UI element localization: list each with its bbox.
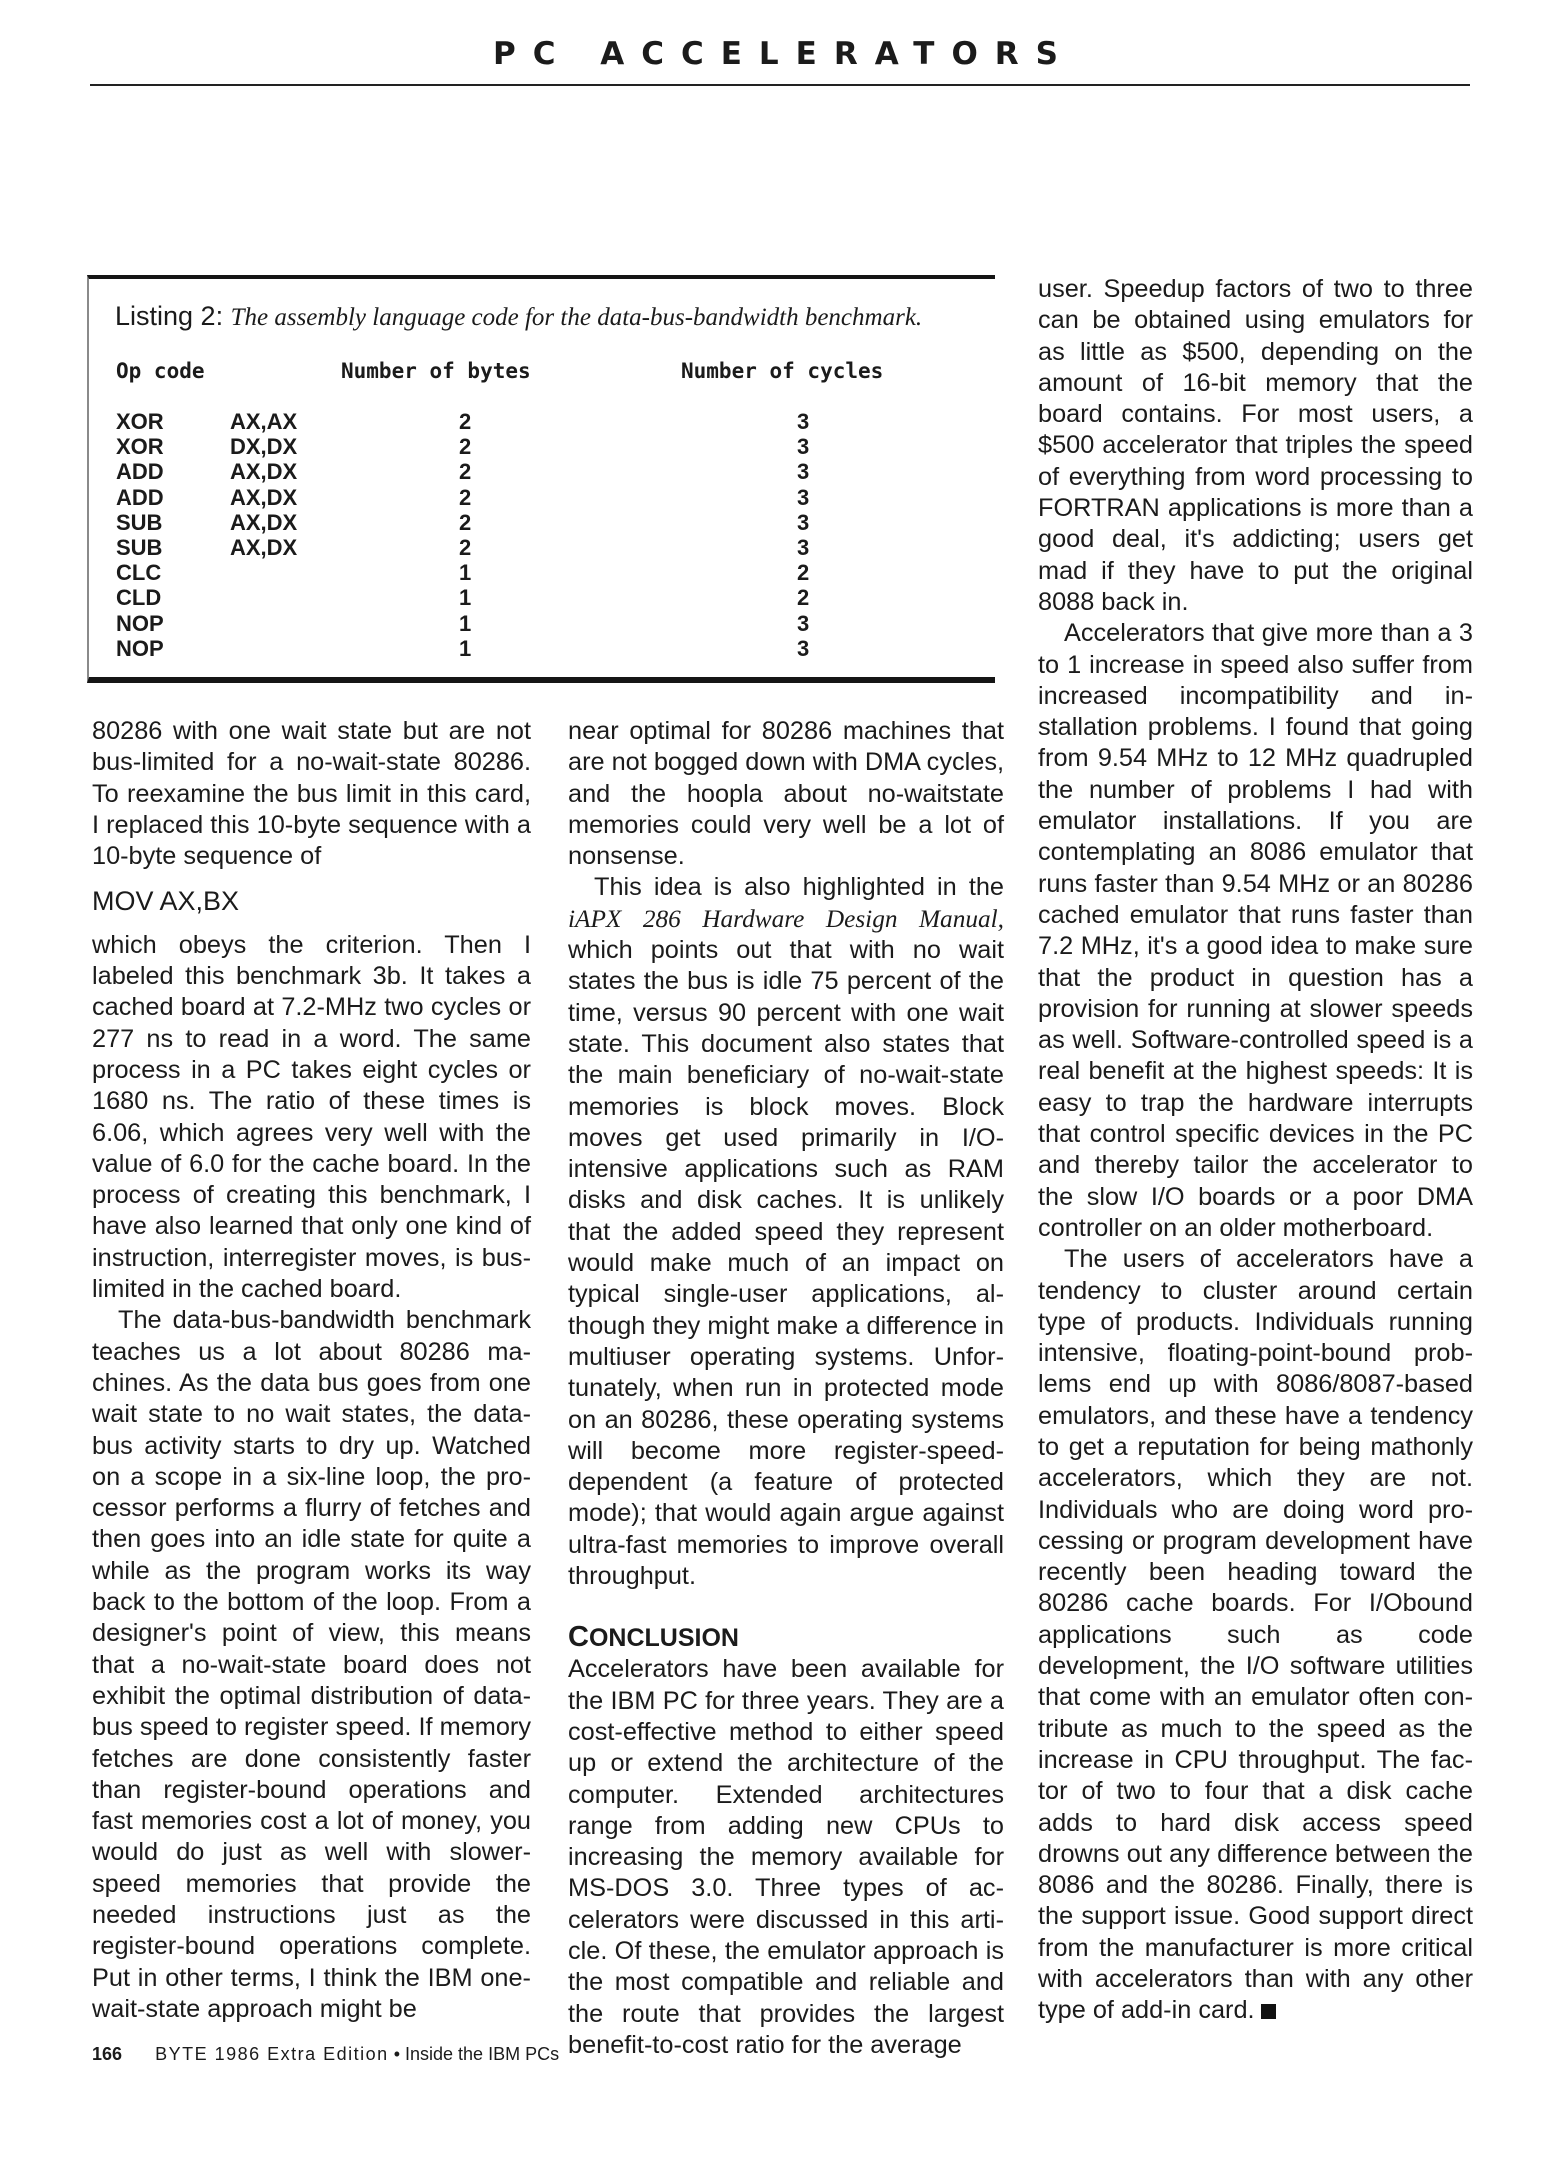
listing-row — [89, 585, 995, 610]
col2-paragraph-2-start: This idea is also highlighted in the — [594, 873, 1004, 902]
listing-op: SUB — [116, 509, 163, 535]
listing-caption — [115, 301, 922, 332]
listing-op: NOP — [116, 635, 164, 661]
listing-cycles: 3 — [797, 610, 810, 636]
listing-bytes: 1 — [459, 635, 472, 661]
listing-row — [89, 409, 995, 434]
listing-bytes: 1 — [459, 585, 472, 611]
listing-cycles: 3 — [797, 535, 810, 560]
conclusion-heading-rest: ONCLUSION — [588, 1624, 739, 1653]
listing-bytes: 2 — [459, 535, 472, 560]
col3-paragraph-2: Accelerators that give more than a 3 to 1 increase in speed also suffer from increased incompatibility and installation problems. I found that going from 9.54 MHz to 12 MHz quadrupled the number of problems I had with emulator installations. If you are contemplating an 8086 emulator that runs faster than 9.54 MHz or an 80286 cached emulator that runs faster than 7.2 MHz, it's a good idea to make sure that the product in question has a provision for running at slower speeds as well. Software-controlled speed is a real benefit at the highest speeds: It is easy to trap the hardware interrupts that control specific devices in the PC and thereby tailor the accelerator to the slow I/O boards or a poor DMA controller on an older motherboard. — [1038, 619, 1473, 1242]
col1-code-line: MOV AX,BX — [92, 886, 240, 917]
listing-label: Listing 2: — [115, 301, 224, 331]
listing-op: CLC — [116, 560, 162, 586]
listing-cycles: 2 — [797, 560, 810, 586]
manual-title: iAPX 286 Hardware Design Manual, — [568, 904, 1004, 933]
listing-row — [89, 636, 995, 661]
col3-paragraph-1: user. Speedup factors of two to three can be obtained using emulators for as little as $500, depending on the amount of 16-bit memory that the board contains. For most users, a $500 accelerator that triples the speed of everything from word processing to FORTRAN applications is more than a good deal, it's addicting; users get mad if they have to put the original 8088 back in. — [1038, 275, 1473, 616]
listing-row — [89, 510, 995, 535]
footer-separator: • — [393, 2044, 400, 2064]
listing-row — [89, 560, 995, 585]
listing-cycles: 3 — [797, 434, 810, 460]
col3-paragraph-3-text: The users of accelerators have a tendency to cluster around certain type of products. Individuals running intensive, floating-point-bound problems end up with 8086/8087-based emulators, and these have a tendency to get a reputation for being mathonly accelerators, which they are not. Individuals who are doing word processing or program development have recently been heading toward the 80286 cache boards. For I/Obound applications such as code development, the I/O software utilities that come with an emulator often contribute as much to the speed as the increase in CPU throughput. The factor of two to four that a disk cache adds to hard disk access speed drowns out any difference between the 8086 and the 80286. Finally, there is the support issue. Good support direct from the manufacturer is more critical with accelerators than with any other type of add-in card. — [1038, 1245, 1473, 2025]
listing-op: XOR — [116, 434, 164, 460]
listing-row — [89, 485, 995, 510]
listing-operands: AX,DX — [230, 535, 298, 560]
listing-bytes: 2 — [459, 409, 472, 434]
listing-operands: DX,DX — [230, 434, 298, 460]
header-op-code: Op code — [116, 359, 205, 383]
end-of-article-mark — [1261, 2004, 1276, 2019]
listing-cycles: 3 — [797, 459, 810, 485]
listing-2-box — [87, 275, 995, 683]
col3-paragraph-3 — [1038, 1244, 1473, 2026]
col2-paragraph-2-rest: which points out that with no wait states the bus is idle 75 percent of the time, versus 90 percent with one wait state. This document also states that the main beneficiary of no-wait-state memories is block moves. Block moves get used primarily in I/Ointensive applications such as RAM disks and disk caches. It is unlikely that the added speed they represent would make much of an impact on typical single-user applications, although they might make a difference in multiuser operating systems. Unfortunately, when run in protected mode on an 80286, these operating systems will become more register-speeddependent (a feature of protected mode); that would again argue against ultra-fast memories to improve overall throughput. — [568, 936, 1004, 1591]
listing-operands: AX,AX — [230, 409, 298, 434]
col1-paragraph-1: 80286 with one wait state but are not bus-limited for a no-wait-state 80286. To reexamine the bus limit in this card, I replaced this 10-byte sequence with a 10-byte sequence of — [92, 717, 531, 871]
listing-bytes: 2 — [459, 509, 472, 535]
listing-op: NOP — [116, 610, 164, 636]
listing-caption-text: The assembly language code for the data-bus-bandwidth benchmark. — [230, 304, 923, 331]
header-rule — [90, 84, 1470, 86]
magazine-name: BYTE 1986 Extra Edition — [155, 2044, 389, 2064]
page-number: 166 — [92, 2044, 123, 2064]
listing-bytes: 1 — [459, 610, 472, 636]
listing-bytes: 2 — [459, 459, 472, 485]
conclusion-heading — [568, 1622, 1004, 1654]
listing-cycles: 3 — [797, 635, 810, 661]
column-2 — [568, 716, 1004, 2061]
column-1 — [92, 716, 531, 2025]
col2-paragraph-3: Accelerators have been available for the IBM PC for three years. They are a cost-effective method to either speed up or extend the architecture of the computer. Extended architectures range from adding new CPUs to increasing the memory available for MS-DOS 3.0. Three types of accelerators were discussed in this article. Of these, the emulator approach is the most compatible and reliable and the route that provides the largest benefit-to-cost ratio for the average — [568, 1655, 1004, 2059]
listing-row — [89, 434, 995, 459]
header-number-of-bytes: Number of bytes — [341, 359, 531, 383]
listing-op: CLD — [116, 585, 162, 611]
listing-bytes: 2 — [459, 484, 472, 510]
listing-operands: AX,DX — [230, 509, 298, 535]
listing-op: ADD — [116, 484, 164, 510]
page-header-title: PC ACCELERATORS — [492, 36, 1075, 72]
listing-row — [89, 535, 995, 560]
listing-cycles: 3 — [797, 509, 810, 535]
listing-bytes: 1 — [459, 560, 472, 586]
listing-operands: AX,DX — [230, 484, 298, 510]
page-footer — [92, 2044, 559, 2065]
col2-paragraph-1: near optimal for 80286 machines that are not bogged down with DMA cycles, and the hoopla about no-waitstate memories could very well be a lot of nonsense. — [568, 717, 1004, 871]
listing-cycles: 3 — [797, 409, 810, 434]
conclusion-heading-initial: C — [568, 1621, 589, 1654]
col1-paragraph-3: The data-bus-bandwidth benchmark teaches us a lot about 80286 machines. As the data bus goes from one wait state to no wait states, the databus activity starts to dry up. Watched on a scope in a six-line loop, the processor performs a flurry of fetches and then goes into an idle state for quite a while as the program works its way back to the bottom of the loop. From a designer's point of view, this means that a no-wait-state board does not exhibit the optimal distribution of data-bus speed to register speed. If memory fetches are done consistently faster than register-bound operations and fast memories cost a lot of money, you would do just as well with slower-speed memories that provide the needed instructions just as the register-bound operations complete. Put in other terms, I think the IBM one-wait-state approach might be — [92, 1306, 531, 2023]
listing-row — [89, 611, 995, 636]
listing-op: SUB — [116, 535, 163, 560]
listing-cycles: 2 — [797, 585, 810, 611]
listing-cycles: 3 — [797, 484, 810, 510]
listing-operands: AX,DX — [230, 459, 298, 485]
col1-paragraph-2: which obeys the criterion. Then I labeled this benchmark 3b. It takes a cached board at 7.2-MHz two cycles or 277 ns to read in a word. The same process in a PC takes eight cycles or 1680 ns. The ratio of these times is 6.06, which agrees very well with the value of 6.0 for the cache board. In the process of creating this benchmark, I have also learned that only one kind of instruction, interregister moves, is bus-limited in the cached board. — [92, 930, 531, 1304]
footer-section: Inside the IBM PCs — [405, 2044, 560, 2064]
col2-paragraph-2 — [568, 872, 1004, 1592]
listing-bytes: 2 — [459, 434, 472, 460]
listing-op: XOR — [116, 409, 164, 434]
listing-row — [89, 459, 995, 484]
listing-op: ADD — [116, 459, 164, 485]
header-number-of-cycles: Number of cycles — [681, 359, 884, 383]
column-3 — [1038, 274, 1473, 2027]
